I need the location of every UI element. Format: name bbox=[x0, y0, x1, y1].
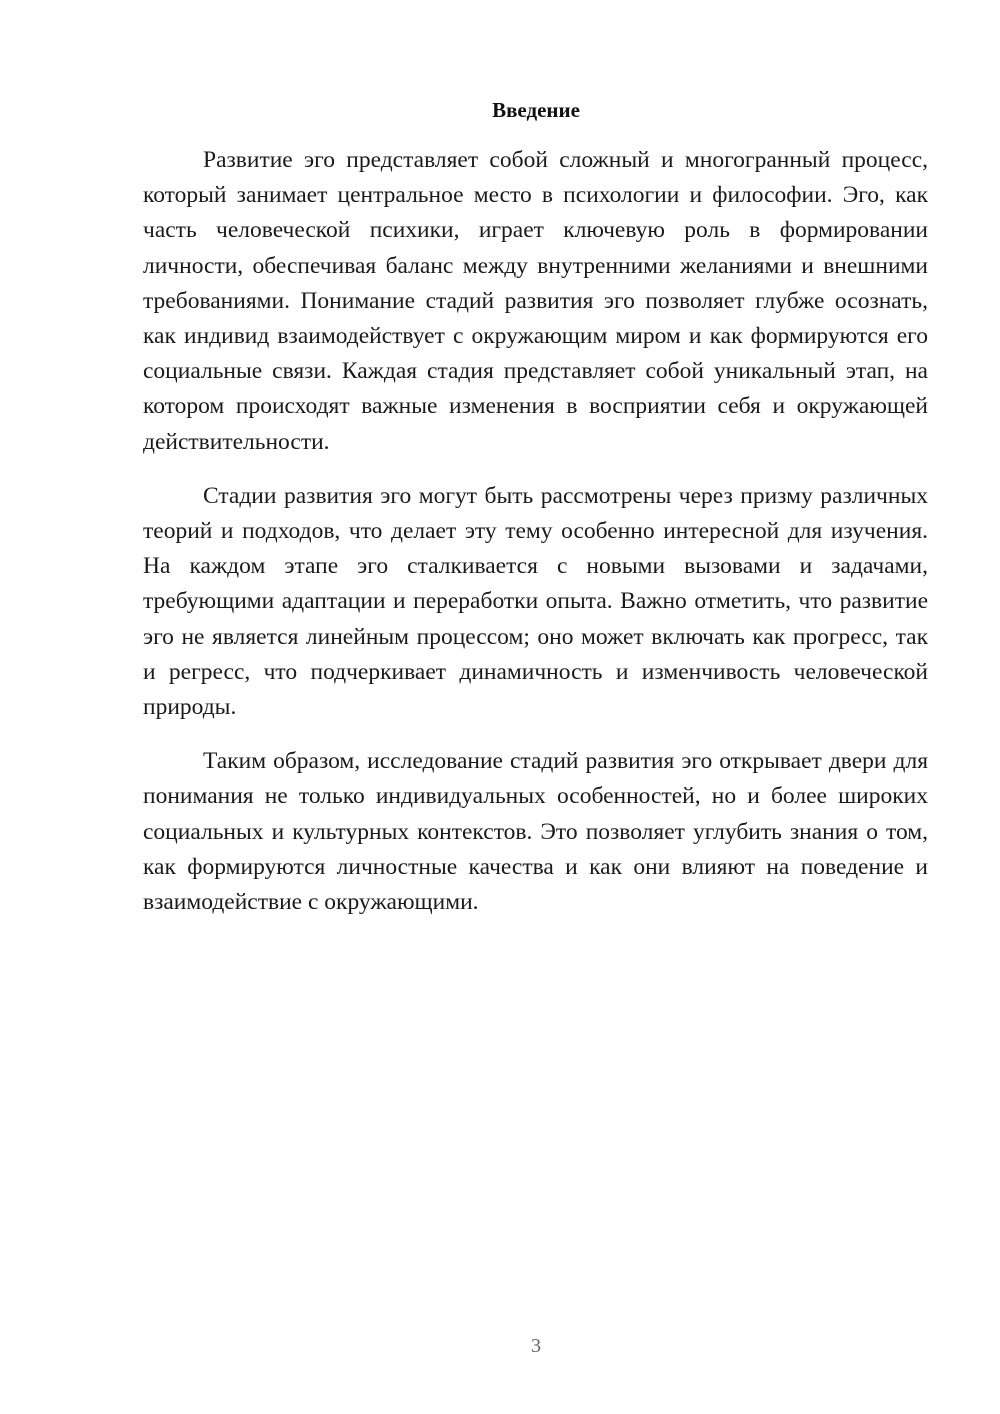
page-number: 3 bbox=[531, 1335, 541, 1357]
section-heading: Введение bbox=[492, 98, 580, 122]
paragraph-3: Таким образом, исследование стадий развития эго открывает двери для понимания не только индивидуальных особенностей, но и более широких социальных и культурных контекстов. Это позволяет углубить знания о том, как формируются личностные качества и как они влияют на поведение и взаимодействие с окружающими. bbox=[143, 748, 928, 916]
paragraph-1: Развитие эго представляет собой сложный и многогранный процесс, который занимает центральное место в психологии и философии. Эго, как часть человеческой психики, играет ключевую роль в формировании личности, обеспечивая баланс между внутренними желаниями и внешними требованиями. Понимание стадий развития эго позволяет глубже осознать, как индивид взаимодействует с окружающим миром и как формируются его социальные связи. Каждая стадия представляет собой уникальный этап, на котором происходят важные изменения в восприятии себя и окружающей действительности. bbox=[143, 147, 928, 455]
body-text bbox=[143, 143, 928, 920]
paragraph-2: Стадии развития эго могут быть рассмотрены через призму различных теорий и подходов, что делает эту тему особенно интересной для изучения. На каждом этапе эго сталкивается с новыми вызовами и задачами, требующими адаптации и переработки опыта. Важно отметить, что развитие эго не является линейным процессом; оно может включать как прогресс, так и регресс, что подчеркивает динамичность и изменчивость человеческой природы. bbox=[143, 482, 928, 721]
